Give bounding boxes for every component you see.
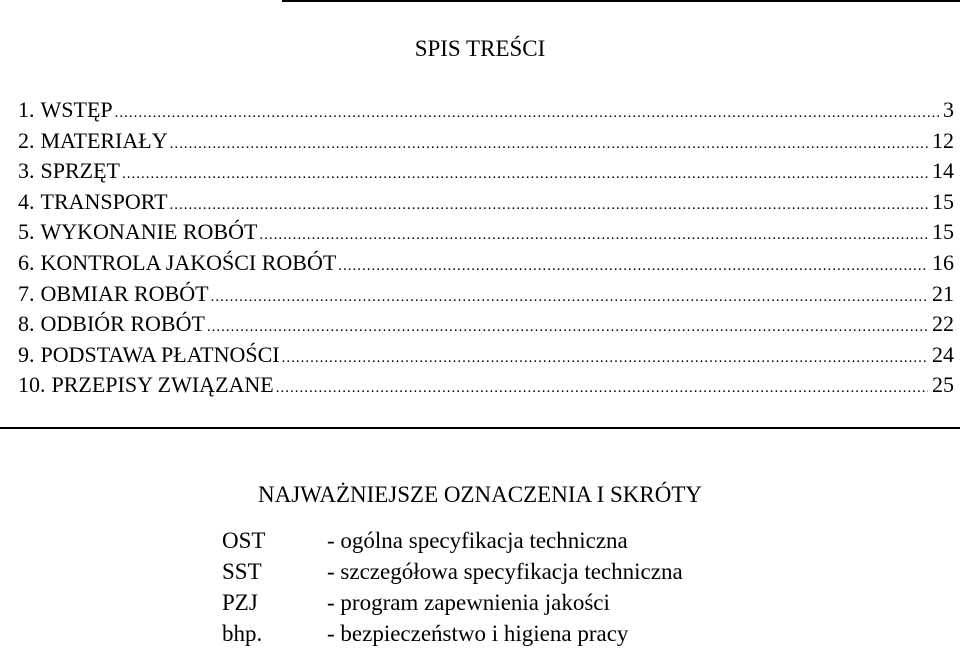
toc-entry-number: 1.	[18, 97, 35, 122]
toc-entry-number: 4.	[18, 188, 35, 214]
abbreviation-row	[222, 525, 683, 556]
toc-entry-number: 2.	[18, 127, 35, 153]
toc-entry-page: 15	[932, 219, 954, 245]
toc-entry-kontrola-jakosci[interactable]	[18, 248, 954, 279]
toc-title: SPIS TREŚCI	[414, 36, 546, 61]
abbreviation-row	[222, 587, 683, 618]
toc-entry-odbior-robot[interactable]	[18, 309, 954, 340]
toc-entry-page: 3	[943, 97, 954, 122]
toc-entry-obmiar-robot[interactable]	[18, 279, 954, 310]
abbreviation-description: - program zapewnienia jakości	[327, 590, 610, 615]
toc-entry-label: PRZEPISY ZWIĄZANE	[51, 372, 274, 398]
abbreviations-title: NAJWAŻNIEJSZE OZNACZENIA I SKRÓTY	[258, 482, 702, 507]
toc-leader-dots	[259, 220, 928, 251]
abbreviation-row	[222, 556, 683, 587]
toc-entry-label: SPRZĘT	[40, 158, 120, 184]
toc-entry-transport[interactable]	[18, 187, 954, 218]
toc-entry-materialy[interactable]	[18, 126, 954, 157]
toc-entry-label: WYKONANIE ROBÓT	[40, 219, 258, 245]
toc-entry-page: 21	[932, 280, 954, 306]
toc-leader-dots	[211, 282, 928, 313]
toc-entry-podstawa-platnosci[interactable]	[18, 340, 954, 371]
abbreviation-description: - bezpieczeństwo i higiena pracy	[327, 621, 629, 646]
toc-entry-page: 15	[932, 188, 954, 214]
toc-entry-page: 14	[932, 158, 954, 184]
section-divider	[0, 427, 960, 429]
toc-leader-dots	[115, 98, 939, 129]
abbreviation-code: bhp.	[222, 621, 263, 646]
toc-leader-dots	[122, 159, 928, 190]
toc-leader-dots	[276, 373, 928, 404]
toc-entry-number: 3.	[18, 158, 35, 184]
toc-entry-number: 6.	[18, 249, 35, 275]
toc-leader-dots	[282, 343, 928, 374]
toc-entry-wykonanie-robot[interactable]	[18, 217, 954, 248]
toc-entry-label: PODSTAWA PŁATNOŚCI	[40, 341, 280, 367]
toc-entry-page: 22	[932, 311, 954, 337]
toc-entry-wstep[interactable]	[18, 95, 954, 126]
toc-entry-page: 12	[932, 127, 954, 153]
abbreviation-description: - ogólna specyfikacja techniczna	[327, 528, 628, 553]
toc-entry-label: KONTROLA JAKOŚCI ROBÓT	[40, 249, 337, 275]
toc-entry-page: 24	[932, 341, 954, 367]
abbreviation-code: SST	[222, 559, 262, 584]
toc-entry-number: 8.	[18, 311, 35, 337]
abbreviations-list	[222, 525, 683, 649]
toc-entry-przepisy-zwiazane[interactable]	[18, 370, 954, 401]
toc-entry-label: TRANSPORT	[40, 188, 168, 214]
toc-entry-number: 9.	[18, 341, 35, 367]
toc-entry-page: 16	[932, 249, 954, 275]
toc-leader-dots	[170, 190, 928, 221]
toc-leader-dots	[170, 129, 928, 160]
abbreviation-row	[222, 618, 683, 649]
toc-entry-number: 5.	[18, 219, 35, 245]
abbreviation-description: - szczegółowa specyfikacja techniczna	[327, 559, 683, 584]
toc-entry-number: 7.	[18, 280, 35, 306]
toc-leader-dots	[338, 251, 928, 282]
toc-entry-page: 25	[932, 372, 954, 398]
toc-entry-label: MATERIAŁY	[40, 127, 168, 153]
toc-leader-dots	[207, 312, 928, 343]
top-rule	[282, 0, 960, 2]
abbreviation-code: OST	[222, 528, 266, 553]
toc-entry-number: 10.	[18, 372, 46, 398]
toc-entry-sprzet[interactable]	[18, 156, 954, 187]
toc-entry-label: WSTĘP	[40, 97, 113, 122]
table-of-contents	[18, 95, 954, 401]
toc-entry-label: OBMIAR ROBÓT	[40, 280, 209, 306]
toc-entry-label: ODBIÓR ROBÓT	[40, 311, 205, 337]
abbreviation-code: PZJ	[222, 590, 258, 615]
